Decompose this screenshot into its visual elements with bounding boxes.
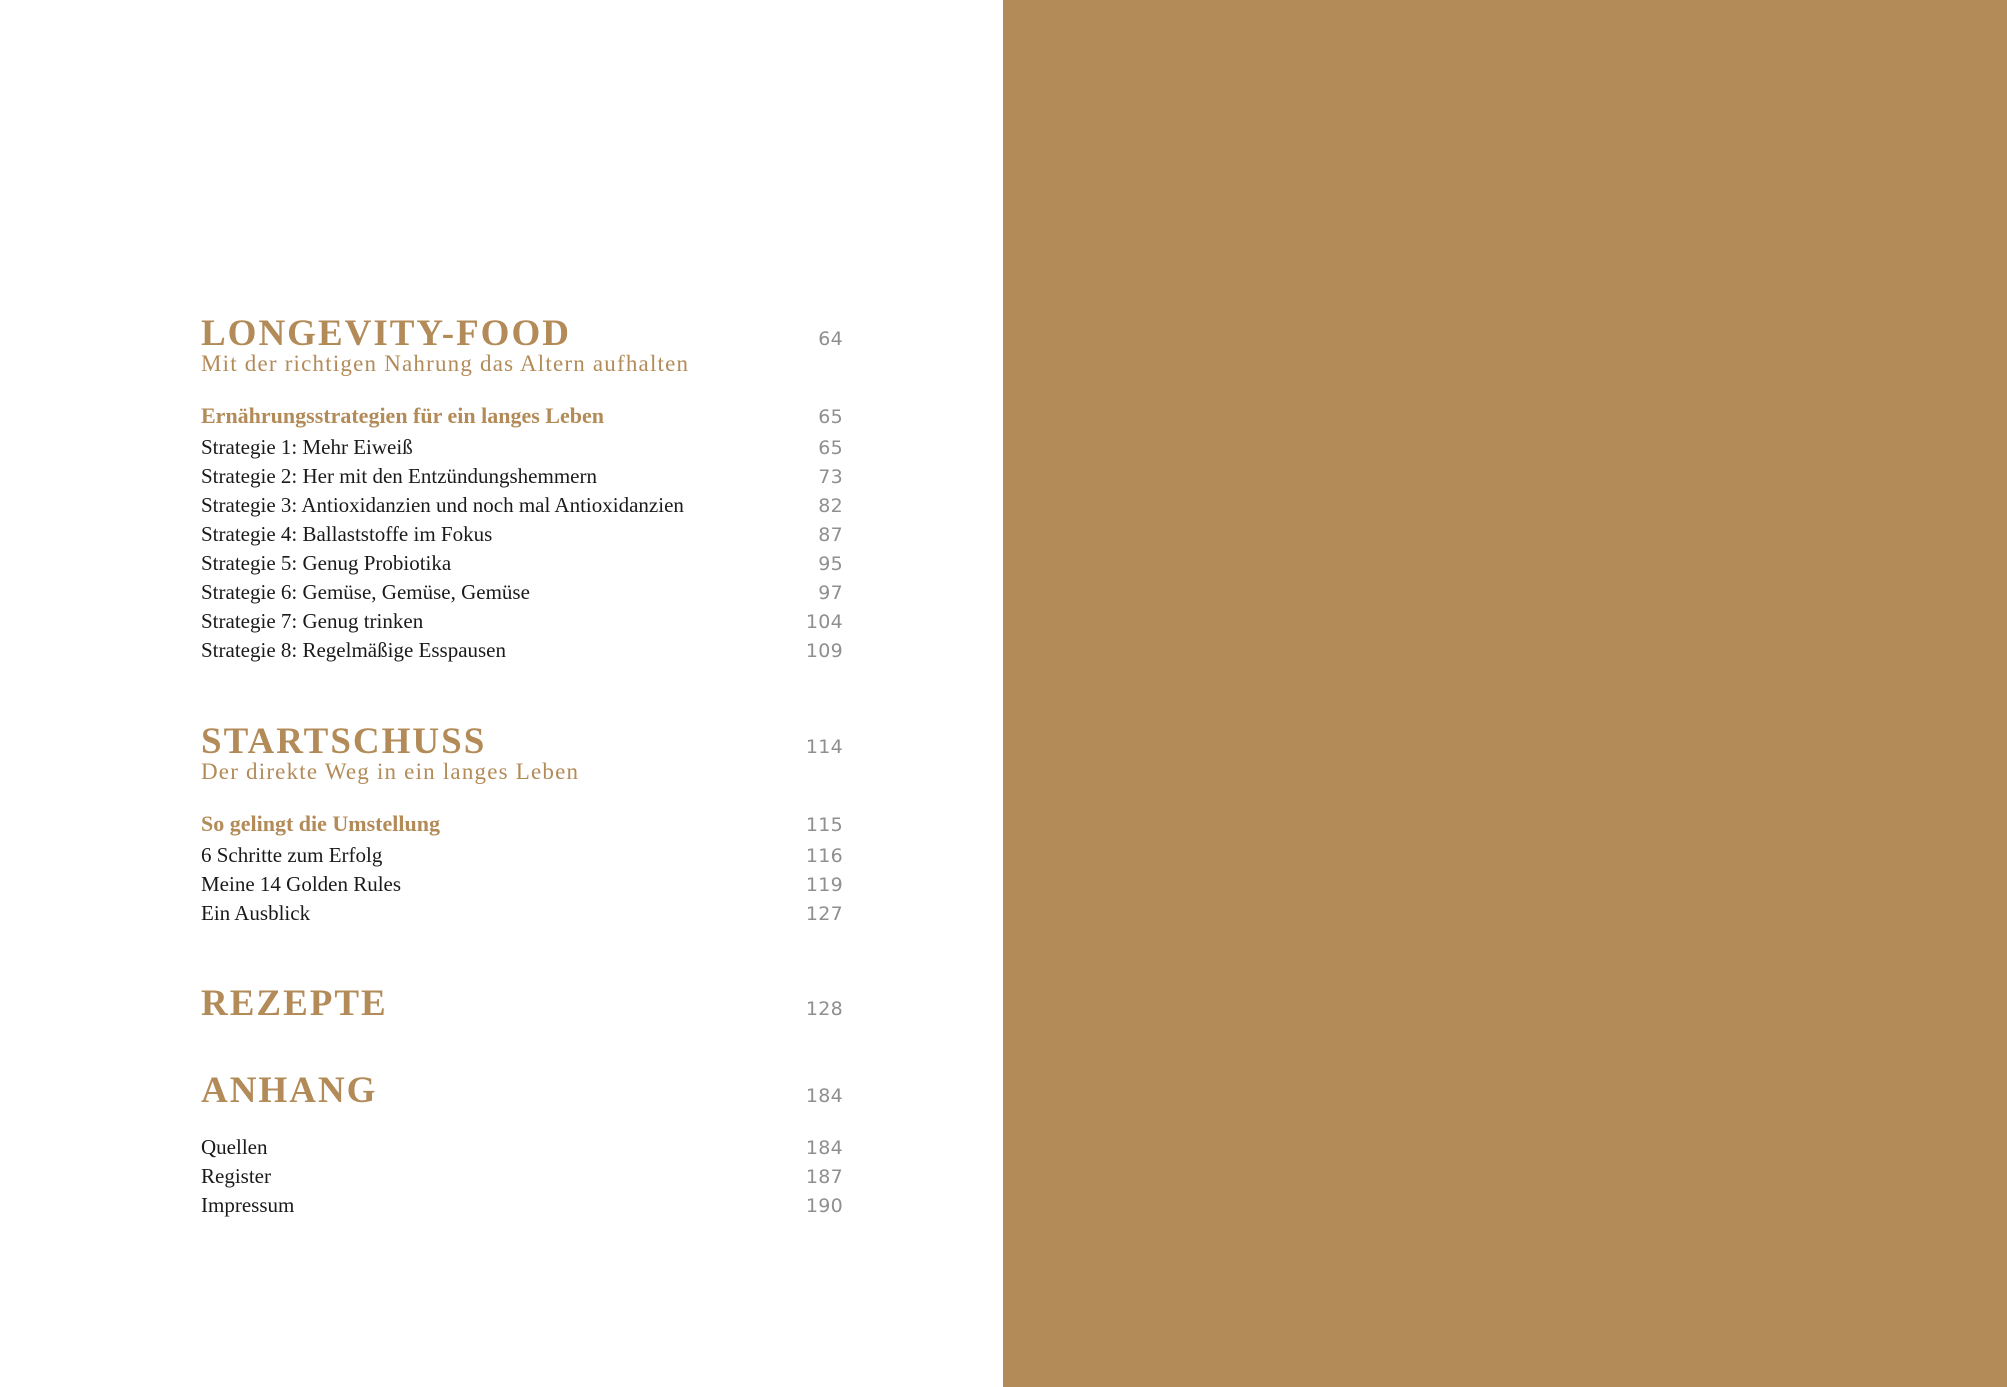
chapter-title: REZEPTE (201, 983, 388, 1024)
entry-title: Strategie 2: Her mit den Entzündungshemmern (201, 464, 597, 488)
page-number: 184 (805, 1085, 843, 1107)
page-number: 116 (805, 845, 843, 867)
toc-section-umstellung[interactable] (201, 811, 843, 837)
toc-entry[interactable] (201, 580, 843, 605)
chapter-subtitle: Mit der richtigen Nahrung das Altern aufhalten (201, 351, 690, 376)
toc-entry[interactable] (201, 1135, 843, 1160)
entry-title: Strategie 8: Regelmäßige Esspausen (201, 638, 507, 662)
page-number: 109 (805, 640, 843, 662)
page-number: 184 (805, 1137, 843, 1159)
page-number: 64 (818, 328, 843, 350)
toc-entry[interactable] (201, 522, 843, 547)
entry-title: Meine 14 Golden Rules (201, 872, 402, 896)
toc-entry[interactable] (201, 464, 843, 489)
left-page (0, 0, 1003, 1387)
entry-title: Quellen (201, 1135, 268, 1159)
toc-entry[interactable] (201, 1193, 843, 1218)
entry-title: Strategie 7: Genug trinken (201, 609, 424, 633)
toc-entry[interactable] (201, 872, 843, 897)
toc-entry[interactable] (201, 551, 843, 576)
toc-section-ernaehrungsstrategien[interactable] (201, 403, 843, 429)
page-number: 65 (818, 406, 843, 428)
page-number: 128 (805, 998, 843, 1020)
chapter-title: STARTSCHUSS (201, 721, 487, 762)
page-number: 119 (805, 874, 843, 896)
page-number: 127 (805, 903, 843, 925)
section-title: So gelingt die Umstellung (201, 811, 440, 836)
entry-title: Strategie 6: Gemüse, Gemüse, Gemüse (201, 580, 530, 604)
section-title: Ernährungsstrategien für ein langes Leben (201, 403, 604, 428)
toc-entry[interactable] (201, 609, 843, 634)
toc-chapter-startschuss[interactable] (201, 720, 843, 763)
toc-entry[interactable] (201, 843, 843, 868)
chapter-title: LONGEVITY-FOOD (201, 313, 571, 354)
entry-title: Impressum (201, 1193, 295, 1217)
toc-entry[interactable] (201, 638, 843, 663)
entry-title: Ein Ausblick (201, 901, 311, 925)
page-number: 114 (805, 736, 843, 758)
toc-entry[interactable] (201, 1164, 843, 1189)
page-number: 115 (805, 814, 843, 836)
toc-entry[interactable] (201, 901, 843, 926)
page-number: 95 (818, 553, 843, 575)
toc-entry[interactable] (201, 435, 843, 460)
page-number: 97 (818, 582, 843, 604)
entry-title: Strategie 5: Genug Probiotika (201, 551, 452, 575)
page-number: 187 (805, 1166, 843, 1188)
page-number: 87 (818, 524, 843, 546)
page-number: 82 (818, 495, 843, 517)
chapter-title: ANHANG (201, 1070, 378, 1111)
entry-title: Strategie 1: Mehr Eiweiß (201, 435, 413, 459)
toc-chapter-anhang[interactable] (201, 1069, 843, 1112)
page-number: 190 (805, 1195, 843, 1217)
entry-title: Strategie 4: Ballaststoffe im Fokus (201, 522, 493, 546)
entry-title: Strategie 3: Antioxidanzien und noch mal Antioxidanzien (201, 493, 684, 517)
page-number: 104 (805, 611, 843, 633)
chapter-subtitle: Der direkte Weg in ein langes Leben (201, 759, 580, 784)
right-page-color-panel (1003, 0, 2007, 1387)
toc-entry[interactable] (201, 493, 843, 518)
page-number: 65 (818, 437, 843, 459)
toc-chapter-rezepte[interactable] (201, 982, 843, 1025)
toc-chapter-longevity-food[interactable] (201, 312, 843, 355)
entry-title: Register (201, 1164, 271, 1188)
entry-title: 6 Schritte zum Erfolg (201, 843, 383, 867)
page-number: 73 (818, 466, 843, 488)
